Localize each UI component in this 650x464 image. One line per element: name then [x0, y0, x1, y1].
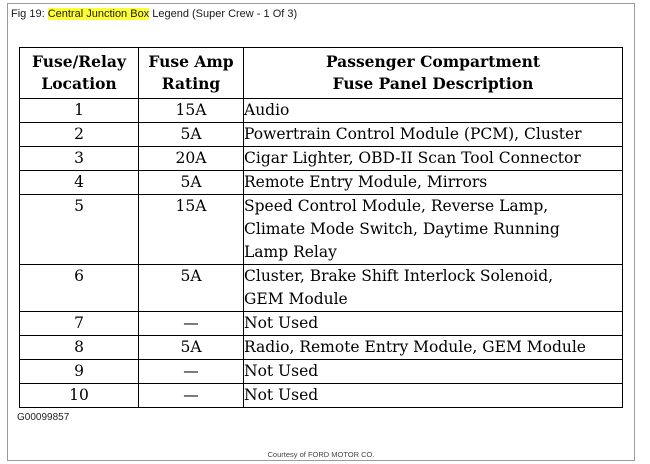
header-line: Rating	[161, 74, 221, 93]
fuse-description-cell	[244, 123, 623, 147]
description-line: Remote Entry Module, Mirrors	[244, 173, 488, 191]
figure-code: G00099857	[17, 412, 70, 423]
table-row	[20, 147, 623, 171]
fuse-rating-cell: 5A	[139, 171, 244, 195]
fuse-rating-cell: 15A	[139, 195, 244, 265]
header-location	[20, 48, 139, 99]
description-line: Not Used	[244, 314, 319, 332]
fuse-description-cell	[244, 336, 623, 360]
figure-title-suffix: Legend (Super Crew - 1 Of 3)	[149, 8, 298, 20]
fuse-rating-cell: —	[139, 384, 244, 408]
fuse-location-cell: 6	[20, 265, 139, 312]
fuse-location-cell: 3	[20, 147, 139, 171]
header-description	[244, 48, 623, 99]
fuse-location-cell: 2	[20, 123, 139, 147]
table-row	[20, 265, 623, 312]
header-line: Fuse Panel Description	[332, 74, 534, 93]
description-line: Not Used	[244, 362, 319, 380]
description-line: Audio	[244, 101, 290, 119]
description-line: Not Used	[244, 386, 319, 404]
table-row	[20, 123, 623, 147]
fuse-description-cell	[244, 195, 623, 265]
header-rating	[139, 48, 244, 99]
header-line: Location	[41, 74, 117, 93]
table-row	[20, 195, 623, 265]
table-header-row	[20, 48, 623, 99]
fuse-location-cell: 1	[20, 99, 139, 123]
table-row	[20, 171, 623, 195]
fuse-rating-cell: —	[139, 312, 244, 336]
fuse-description-cell	[244, 147, 623, 171]
table-row	[20, 336, 623, 360]
fuse-table-body	[20, 99, 623, 408]
description-line: GEM Module	[244, 290, 348, 308]
table-row	[20, 384, 623, 408]
description-line: Speed Control Module, Reverse Lamp,	[244, 197, 549, 215]
description-line: Radio, Remote Entry Module, GEM Module	[244, 338, 586, 356]
table-row	[20, 360, 623, 384]
header-line: Fuse Amp	[148, 52, 234, 71]
fuse-description-cell	[244, 384, 623, 408]
fuse-location-cell: 9	[20, 360, 139, 384]
fuse-location-cell: 10	[20, 384, 139, 408]
figure-title-highlight: Central Junction Box	[47, 8, 150, 20]
description-line: Climate Mode Switch, Daytime Running	[244, 220, 560, 238]
figure-title	[11, 8, 297, 20]
description-line: Cluster, Brake Shift Interlock Solenoid,	[244, 267, 554, 285]
fuse-description-cell	[244, 312, 623, 336]
fuse-rating-cell: 5A	[139, 336, 244, 360]
header-line: Fuse/Relay	[32, 52, 126, 71]
fuse-rating-cell: 15A	[139, 99, 244, 123]
fuse-rating-cell: 20A	[139, 147, 244, 171]
header-line: Passenger Compartment	[325, 52, 541, 71]
figure-frame	[7, 3, 635, 461]
fuse-rating-cell: 5A	[139, 265, 244, 312]
fuse-description-cell	[244, 265, 623, 312]
description-line: Lamp Relay	[244, 243, 337, 261]
description-line: Powertrain Control Module (PCM), Cluster	[244, 125, 582, 143]
description-line: Cigar Lighter, OBD-II Scan Tool Connector	[244, 149, 581, 167]
fuse-rating-cell: —	[139, 360, 244, 384]
figure-title-prefix: Fig 19:	[11, 8, 48, 20]
fuse-location-cell: 5	[20, 195, 139, 265]
fuse-location-cell: 4	[20, 171, 139, 195]
fuse-location-cell: 8	[20, 336, 139, 360]
fuse-description-cell	[244, 171, 623, 195]
fuse-description-cell	[244, 99, 623, 123]
fuse-location-cell: 7	[20, 312, 139, 336]
fuse-description-cell	[244, 360, 623, 384]
table-row	[20, 312, 623, 336]
fuse-table	[19, 47, 623, 408]
courtesy-note: Courtesy of FORD MOTOR CO.	[267, 450, 375, 459]
table-row	[20, 99, 623, 123]
fuse-rating-cell: 5A	[139, 123, 244, 147]
